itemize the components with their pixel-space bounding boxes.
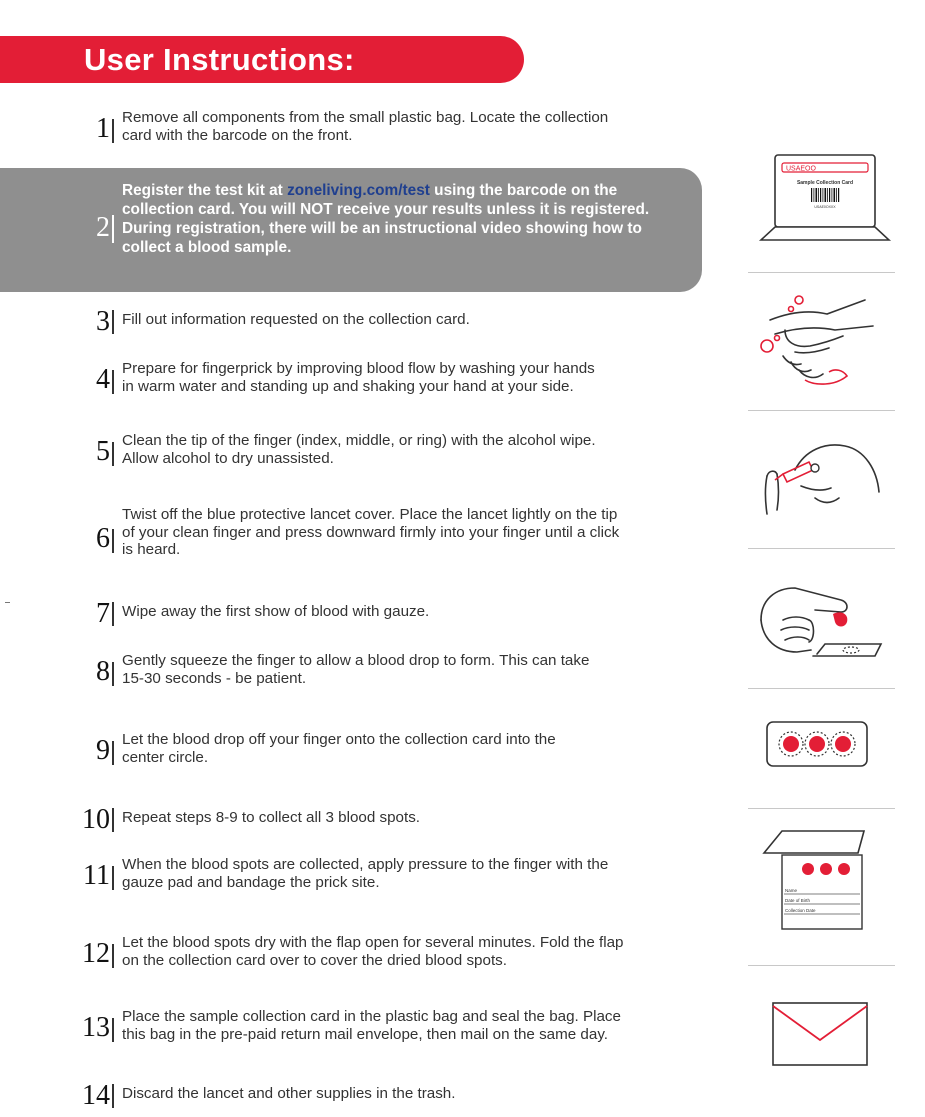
svg-text:Sample Collection Card: Sample Collection Card [796, 180, 854, 186]
step-text: Prepare for fingerprick by improving blood flow by washing your hands in warm water and standing up and shaking your hand at your side. [122, 360, 595, 395]
step-text: Discard the lancet and other supplies in the trash. [122, 1085, 456, 1102]
step-2-highlight [0, 168, 702, 292]
step-divider [112, 370, 114, 394]
title-banner [0, 36, 524, 83]
hand-washing-illustration [755, 290, 885, 390]
step-text: Gently squeeze the finger to allow a blood drop to form. This can take 15-30 seconds - be patient. [122, 652, 590, 687]
step-text: Fill out information requested on the collection card. [122, 311, 470, 328]
svg-text:USAEOO: USAEOO [786, 165, 816, 173]
step-text: Repeat steps 8-9 to collect all 3 blood spots. [122, 809, 421, 826]
step-text: Let the blood spots dry with the flap open for several minutes. Fold the flap on the collection card over to cover the dried blood spots. [122, 934, 624, 969]
step-divider [112, 442, 114, 466]
step-number: 8 [96, 656, 110, 687]
step-number: 3 [96, 306, 110, 337]
illustration-divider [748, 808, 895, 809]
illustration-divider [748, 965, 895, 966]
step-text: Wipe away the first show of blood with gauze. [122, 603, 430, 620]
step-number: 1 [96, 113, 110, 144]
step-divider [112, 119, 114, 143]
step-divider [112, 808, 114, 832]
illustration-divider [748, 272, 895, 273]
step-text: Clean the tip of the finger (index, middle, or ring) with the alcohol wipe. Allow alcohol to dry unassisted. [122, 432, 596, 467]
step-divider [112, 866, 114, 890]
blood-spots-card-illustration [765, 718, 875, 774]
step-text: Register the test kit at zoneliving.com/test using the barcode on the collection card. You will NOT receive your results unless it is registered. During registration, there will be an instructional video showing how to collect a blood sample. [122, 182, 650, 256]
step-divider [112, 215, 114, 243]
step-number: 6 [96, 523, 110, 554]
step-divider [112, 529, 114, 553]
svg-text:USAE0OXXX: USAE0OXXX [814, 205, 836, 209]
step-number: 10 [82, 804, 110, 835]
register-link[interactable]: zoneliving.com/test [287, 182, 430, 199]
illustration-divider [748, 410, 895, 411]
step-number: 4 [96, 364, 110, 395]
step-divider [112, 1084, 114, 1108]
laptop-registration-illustration [755, 150, 895, 250]
svg-text:Date of Birth: Date of Birth [785, 898, 811, 903]
step-text: When the blood spots are collected, apply pressure to the finger with the gauze pad and bandage the prick site. [122, 856, 609, 891]
illustration-divider [748, 688, 895, 689]
step-number: 7 [96, 598, 110, 629]
step-text: Remove all components from the small plastic bag. Locate the collection card with the barcode on the front. [122, 109, 609, 144]
step-text: Let the blood drop off your finger onto the collection card into the center circle. [122, 731, 556, 766]
step-text: Place the sample collection card in the plastic bag and seal the bag. Place this bag in the pre-paid return mail envelope, then mail on the same day. [122, 1008, 621, 1043]
step-text: Twist off the blue protective lancet cover. Place the lancet lightly on the tip of your clean finger and press downward firmly into your finger until a click is heard. [122, 506, 620, 558]
envelope-icon [770, 1000, 870, 1070]
folded-card-illustration [762, 825, 882, 935]
step-divider [112, 662, 114, 686]
alcohol-wipe-illustration [755, 430, 885, 530]
step-divider [112, 602, 114, 626]
step-number: 9 [96, 735, 110, 766]
step-number: 5 [96, 436, 110, 467]
step-number: 14 [82, 1080, 110, 1111]
step-divider [112, 944, 114, 968]
step-divider [112, 741, 114, 765]
step-divider [112, 1018, 114, 1042]
page-title: User Instructions: [84, 42, 355, 77]
svg-text:Name: Name [785, 888, 798, 893]
step-number: 13 [82, 1012, 110, 1043]
margin-mark [5, 602, 10, 603]
step-number: 11 [83, 860, 110, 891]
illustration-divider [748, 548, 895, 549]
step-number: 12 [82, 938, 110, 969]
finger-blood-drop-illustration [755, 570, 885, 670]
svg-text:Collection Date: Collection Date [785, 908, 816, 913]
step-number: 2 [96, 212, 110, 243]
step-divider [112, 310, 114, 334]
